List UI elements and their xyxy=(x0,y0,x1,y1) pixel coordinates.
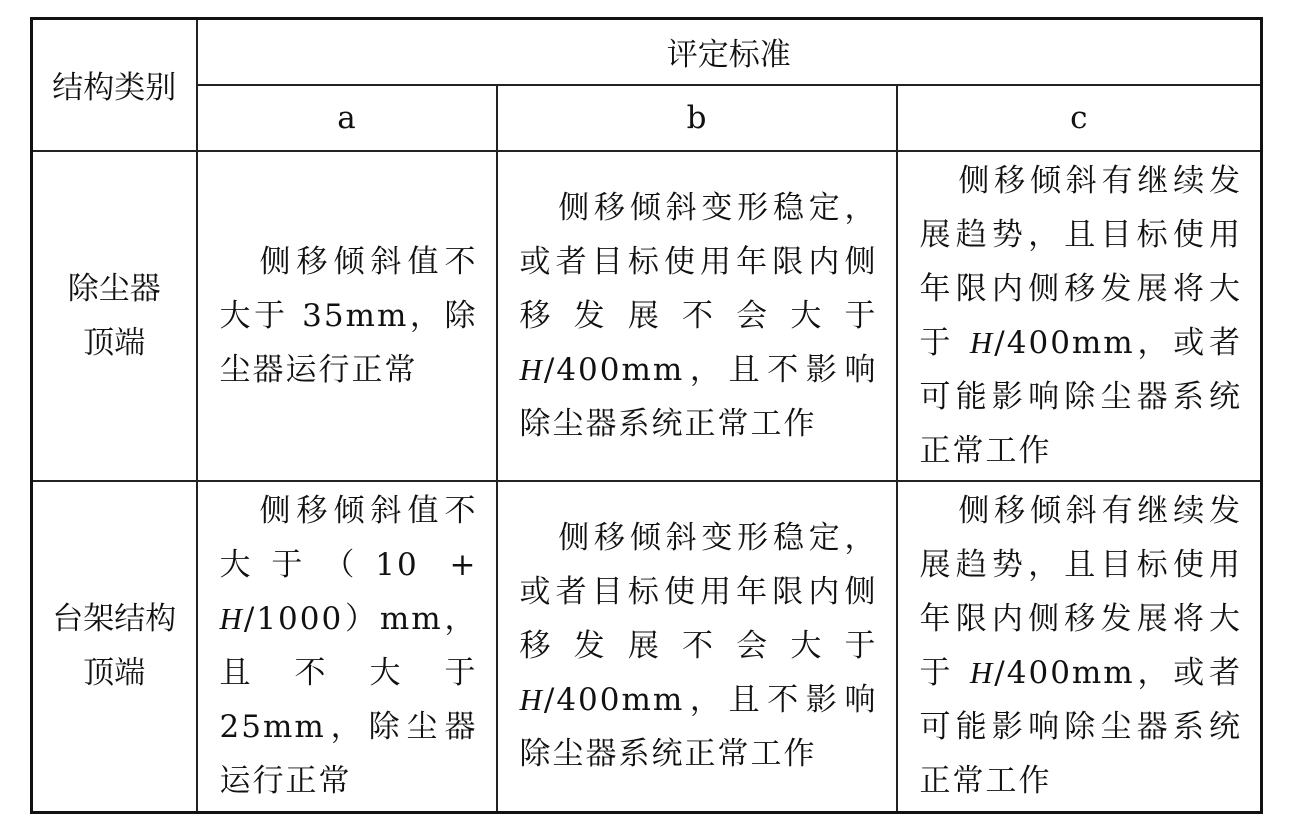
variable-h: H xyxy=(969,655,995,691)
grade-b-text: 侧移倾斜变形稳定，或者目标使用年限内侧移发展不会大于 xyxy=(519,520,878,665)
header-grade-a: a xyxy=(197,85,497,151)
grade-c-text: 侧移倾斜有继续发展趋势，且目标使用年限内侧移发展将大于 xyxy=(919,162,1243,361)
grade-b-text: 侧移倾斜变形稳定，或者目标使用年限内侧移发展不会大于 xyxy=(519,189,878,334)
variable-h: H xyxy=(969,324,995,360)
row-category-cell xyxy=(32,481,197,813)
grade-a-text: 侧移倾斜值不大于 35mm，除尘器运行正常 xyxy=(219,243,478,388)
header-evaluation-standard: 评定标准 xyxy=(197,19,1262,85)
grade-c-cell xyxy=(897,151,1262,481)
grade-b-text-tail: /400mm，且不影响除尘器系统正常工作 xyxy=(519,351,878,442)
table-row xyxy=(32,481,1262,813)
grade-a-text: 侧移倾斜值不大于（10 + xyxy=(219,493,478,584)
grade-a-text-tail: /1000）mm，且不大于 25mm，除尘器运行正常 xyxy=(219,601,478,800)
row-category-line: 台架结构 xyxy=(52,601,177,638)
grade-a-cell xyxy=(197,151,497,481)
variable-h: H xyxy=(519,682,544,718)
header-grade-b: b xyxy=(497,85,897,151)
grade-b-cell xyxy=(497,151,897,481)
grade-b-text-tail: /400mm，且不影响除尘器系统正常工作 xyxy=(519,682,878,773)
variable-h: H xyxy=(219,601,244,637)
variable-h: H xyxy=(519,351,544,387)
grade-c-text: 侧移倾斜有继续发展趋势，且目标使用年限内侧移发展将大于 xyxy=(919,493,1243,692)
row-category-line: 顶端 xyxy=(83,655,146,692)
row-category-cell xyxy=(32,151,197,481)
header-grade-c: c xyxy=(897,85,1262,151)
grade-c-text-tail: /400mm，或者可能影响除尘器系统正常工作 xyxy=(919,655,1243,800)
table-row xyxy=(32,151,1262,481)
row-category-line: 顶端 xyxy=(83,324,146,361)
grade-c-text-tail: /400mm，或者可能影响除尘器系统正常工作 xyxy=(919,324,1243,469)
row-category-line: 除尘器 xyxy=(67,270,161,307)
evaluation-table xyxy=(30,17,1263,814)
evaluation-table-container xyxy=(30,17,1260,811)
header-structure-category: 结构类别 xyxy=(32,19,197,151)
grade-b-cell xyxy=(497,481,897,813)
grade-a-cell xyxy=(197,481,497,813)
grade-c-cell xyxy=(897,481,1262,813)
